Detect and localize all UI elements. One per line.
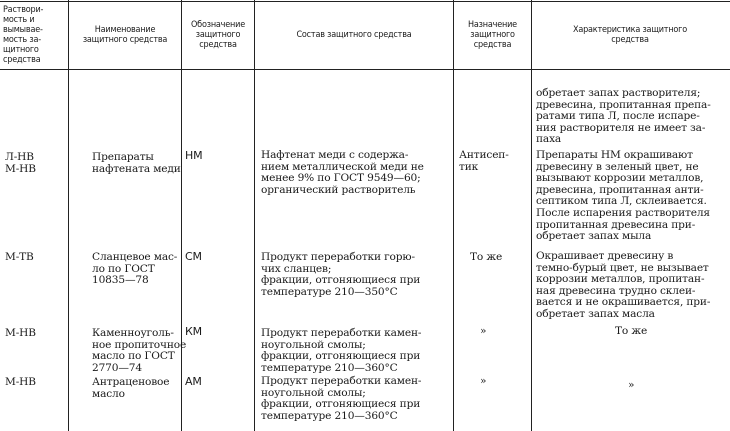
- row-1-purpose: Антисеп- тик: [459, 149, 509, 173]
- row-4-characteristic: »: [628, 379, 635, 391]
- header-solubility: Раствори- мость и вымывае- мость за- щитного средства: [3, 5, 44, 65]
- row-3-class: М-НВ: [5, 327, 36, 339]
- row-2-composition: Продукт переработки горю- чих сланцев; фракции, отгоняющиеся при температуре 210—350°С: [261, 251, 421, 298]
- row-3-composition: Продукт переработки камен- ноугольной смолы; фракции, отгоняющиеся при температуре 210—360°С: [261, 327, 422, 374]
- row-3-symbol: КМ: [185, 325, 203, 338]
- row-4-name: Антраценовое масло: [92, 376, 170, 400]
- row-4-class: М-НВ: [5, 376, 36, 388]
- row-3-purpose: »: [480, 325, 487, 337]
- header-symbol: Обозначение защитного средства: [191, 20, 245, 50]
- row-1-name: Препараты нафтената меди: [92, 151, 181, 175]
- row-2-name: Сланцевое мас- ло по ГОСТ 10835—78: [92, 251, 178, 287]
- row-1-symbol: НМ: [185, 149, 203, 162]
- header-bottom-rule: [0, 69, 730, 70]
- row-1-characteristic: Препараты НМ окрашивают древесину в зеленый цвет, не вызывают коррозии металлов, древесина, пропитанная анти- септиком типа Л, склеивается. После испарения растворителя пропитанная древесина при- обретает запах мыла: [536, 149, 710, 243]
- row-1-composition: Нафтенат меди с содержа- нием металлической меди не менее 9% по ГОСТ 9549—60; органический растворитель: [261, 149, 424, 196]
- row-2-symbol: СМ: [185, 250, 202, 263]
- row-2-characteristic: Окрашивает древесину в темно-бурый цвет, не вызывает коррозии металлов, пропитан- ная древесина трудно склеи- вается и не окрашивается, при- обретает запах масла: [536, 250, 711, 320]
- header-purpose: Назначение защитного средства: [468, 20, 517, 50]
- row-4-symbol: АМ: [185, 375, 202, 388]
- row-4-composition: Продукт переработки камен- ноугольной смолы; фракции, отгоняющиеся при температуре 210—360°С: [261, 375, 422, 422]
- row-4-purpose: »: [480, 375, 487, 387]
- header-characteristic: Характеристика защитного средства: [573, 25, 687, 45]
- header-composition: Состав защитного средства: [296, 30, 412, 40]
- row-1-class: Л-НВ М-НВ: [5, 151, 36, 175]
- header-name: Наименование защитного средства: [82, 25, 168, 45]
- characteristic-continuation: обретает запах растворителя; древесина, пропитанная препа- ратами типа Л, после испаре- ния растворителя не имеет за- паха: [536, 87, 711, 146]
- row-3-characteristic: То же: [615, 325, 648, 337]
- row-3-name: Каменноуголь- ное пропиточное масло по ГОСТ 2770—74: [92, 327, 187, 374]
- row-2-class: М-ТВ: [5, 251, 34, 263]
- row-2-purpose: То же: [470, 251, 503, 263]
